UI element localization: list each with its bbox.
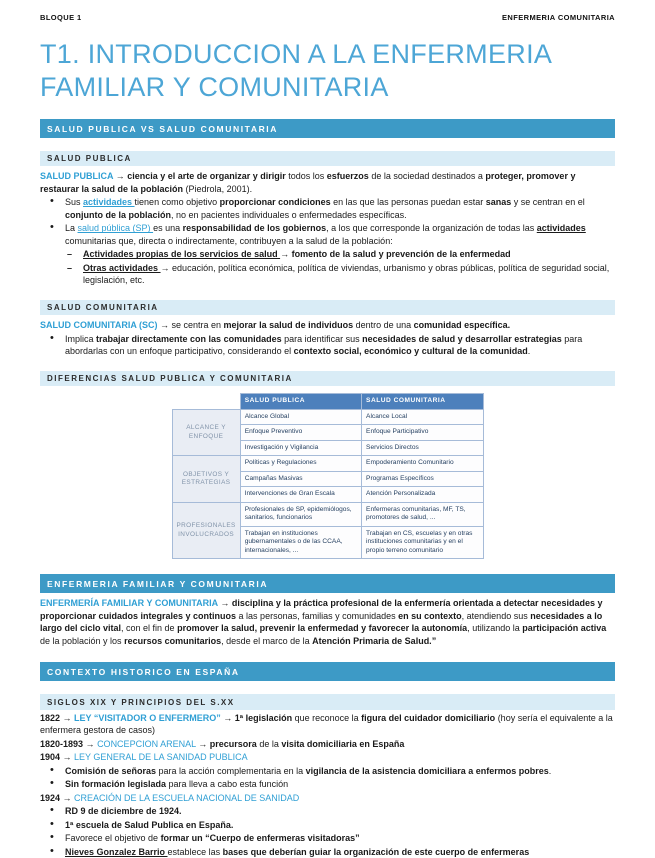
- paragraph-salud-publica-definicion: SALUD PUBLICA → ciencia y el arte de organizar y dirigir todos los esfuerzos de la sociedad destinados a proteger, promover y restaurar la salud de la población (Piedrola, 2001).: [40, 171, 576, 194]
- paragraph-efc-definicion: ENFERMERÍA FAMILIAR Y COMUNITARIA → disciplina y la práctica profesional de la enfermería orientada a detectar necesidades y proporcionar cuidados integrales y continuos a las personas, familias y comunidades en su contexto, atendiendo sus necesidades a lo largo del ciclo vital, con el fin de promover la salud, prevenir la enfermedad y favorecer la autonomía, utilizando la participación activa de la población y los recursos comunitarios, desde el marco de la Atención Primaria de Salud.”: [40, 598, 607, 646]
- table-corner-cell: [172, 394, 240, 410]
- bullet-sin-formacion: • Sin formación legislada para lleva a cabo esta función: [40, 778, 615, 791]
- section-banner-salud-publica-vs-comunitaria: SALUD PUBLICA VS SALUD COMUNITARIA: [40, 119, 615, 138]
- table-cell: Servicios Directos: [362, 440, 483, 456]
- timeline-1904: 1904 → LEY GENERAL DE LA SANIDAD PUBLICA: [40, 752, 248, 763]
- table-group-objetivos: OBJETIVOS Y ESTRATEGIAS: [172, 456, 240, 503]
- subbullet-otras-actividades: – Otras actividades → educación, política económica, política de viviendas, urbanismo y obras públicas, política de seguridad social, legislación, etc.: [40, 262, 615, 287]
- table-cell: Profesionales de SP, epidemiólogos, sanitarios, funcionarios: [240, 502, 361, 526]
- table-group-profesionales: PROFESIONALES INVOLUCRADOS: [172, 502, 240, 559]
- header-right: ENFERMERIA COMUNITARIA: [502, 13, 615, 22]
- table-row: [172, 409, 483, 425]
- bullet-sc-implica: • Implica trabajar directamente con las comunidades para identificar sus necesidades de salud y desarrollar estrategias para abordarlas con un enfoque participativo, considerando el contexto social, económico y cultural de la comunidad.: [40, 333, 615, 358]
- table-col-salud-publica: SALUD PUBLICA: [240, 394, 361, 410]
- table-cell: Políticas y Regulaciones: [240, 456, 361, 472]
- bullet-sp-responsabilidad: • La salud pública (SP) es una responsabilidad de los gobiernos, a los que corresponde la organización de todas las actividades comunitarias que, directa o indirectamente, contribuyen a la salud de la población:: [40, 222, 615, 247]
- table-cell: Investigación y Vigilancia: [240, 440, 361, 456]
- bullet-cuerpo-enfermeras: • Favorece el objetivo de formar un “Cuerpo de enfermeras visitadoras”: [40, 832, 615, 845]
- subbullet-actividades-propias: – Actividades propias de los servicios de salud → fomento de la salud y prevención de la enfermedad: [40, 248, 615, 261]
- table-cell: Trabajan en CS, escuelas y en otras instituciones comunitarias y en el propio terreno comunitario: [362, 526, 483, 559]
- subsection-heading-diferencias: DIFERENCIAS SALUD PUBLICA Y COMUNITARIA: [40, 371, 615, 387]
- section-banner-enfermeria-familiar-comunitaria: ENFERMERIA FAMILIAR Y COMUNITARIA: [40, 574, 615, 593]
- timeline-1924: 1924 → CREACIÓN DE LA ESCUELA NACIONAL DE SANIDAD: [40, 792, 300, 803]
- bullet-rd-1924: • RD 9 de diciembre de 1924.: [40, 805, 615, 818]
- table-cell: Enfoque Participativo: [362, 425, 483, 441]
- table-cell: Alcance Global: [240, 409, 361, 425]
- table-cell: Alcance Local: [362, 409, 483, 425]
- table-row: [172, 456, 483, 472]
- table-cell: Empoderamiento Comunitario: [362, 456, 483, 472]
- paragraph-salud-comunitaria-definicion: SALUD COMUNITARIA (SC) → se centra en mejorar la salud de individuos dentro de una comunidad específica.: [40, 320, 511, 331]
- table-cell: Enfoque Preventivo: [240, 425, 361, 441]
- page-title: T1. INTRODUCCION A LA ENFERMERIA FAMILIAR Y COMUNITARIA: [40, 39, 551, 102]
- timeline-1822: 1822 → LEY “VISITADOR O ENFERMERO” → 1ª legislación que reconoce la figura del cuidador domiciliario (hoy sería el equivalente a la enfermera gestora de casos): [40, 712, 613, 736]
- table-cell: Intervenciones de Gran Escala: [240, 487, 361, 503]
- table-cell: Enfermeras comunitarias, MF, TS, promotores de salud, ...: [362, 502, 483, 526]
- table-col-salud-comunitaria: SALUD COMUNITARIA: [362, 394, 483, 410]
- subsection-heading-salud-comunitaria: SALUD COMUNITARIA: [40, 300, 615, 316]
- table-header-row: [172, 394, 483, 410]
- timeline-1820-1893: 1820-1893 → CONCEPCION ARENAL → precursora de la visita domiciliaria en España: [40, 738, 405, 749]
- bullet-nieves-gonzalez: • Nieves Gonzalez Barrio establece las bases que deberían guiar la organización de este cuerpo de enfermeras: [40, 846, 615, 858]
- page-header: [40, 13, 615, 22]
- subsection-heading-salud-publica: SALUD PUBLICA: [40, 151, 615, 167]
- bullet-primera-escuela: • 1ª escuela de Salud Publica en España.: [40, 819, 615, 832]
- header-left: BLOQUE 1: [40, 13, 82, 22]
- bullet-comision-senoras: • Comisión de señoras para la acción complementaria en la vigilancia de la asistencia domiciliara a enfermos pobres.: [40, 765, 615, 778]
- table-group-alcance: ALCANCE Y ENFOQUE: [172, 409, 240, 456]
- table-cell: Trabajan en instituciones gubernamentales o de las CCAA, internacionales, ...: [240, 526, 361, 559]
- comparison-table: [172, 393, 484, 559]
- bullet-sp-actividades: • Sus actividades tienen como objetivo proporcionar condiciones en las que las personas puedan estar sanas y se centran en el conjunto de la población, no en pacientes individuales o enfermedades específicas.: [40, 196, 615, 221]
- section-banner-contexto-historico: CONTEXTO HISTORICO EN ESPAÑA: [40, 662, 615, 681]
- table-cell: Programas Específicos: [362, 471, 483, 487]
- comparison-table-figure: [172, 393, 484, 559]
- table-cell: Campañas Masivas: [240, 471, 361, 487]
- table-row: [172, 502, 483, 526]
- subsection-heading-siglos-xix: SIGLOS XIX Y PRINCIPIOS DEL S.XX: [40, 694, 615, 710]
- table-cell: Atención Personalizada: [362, 487, 483, 503]
